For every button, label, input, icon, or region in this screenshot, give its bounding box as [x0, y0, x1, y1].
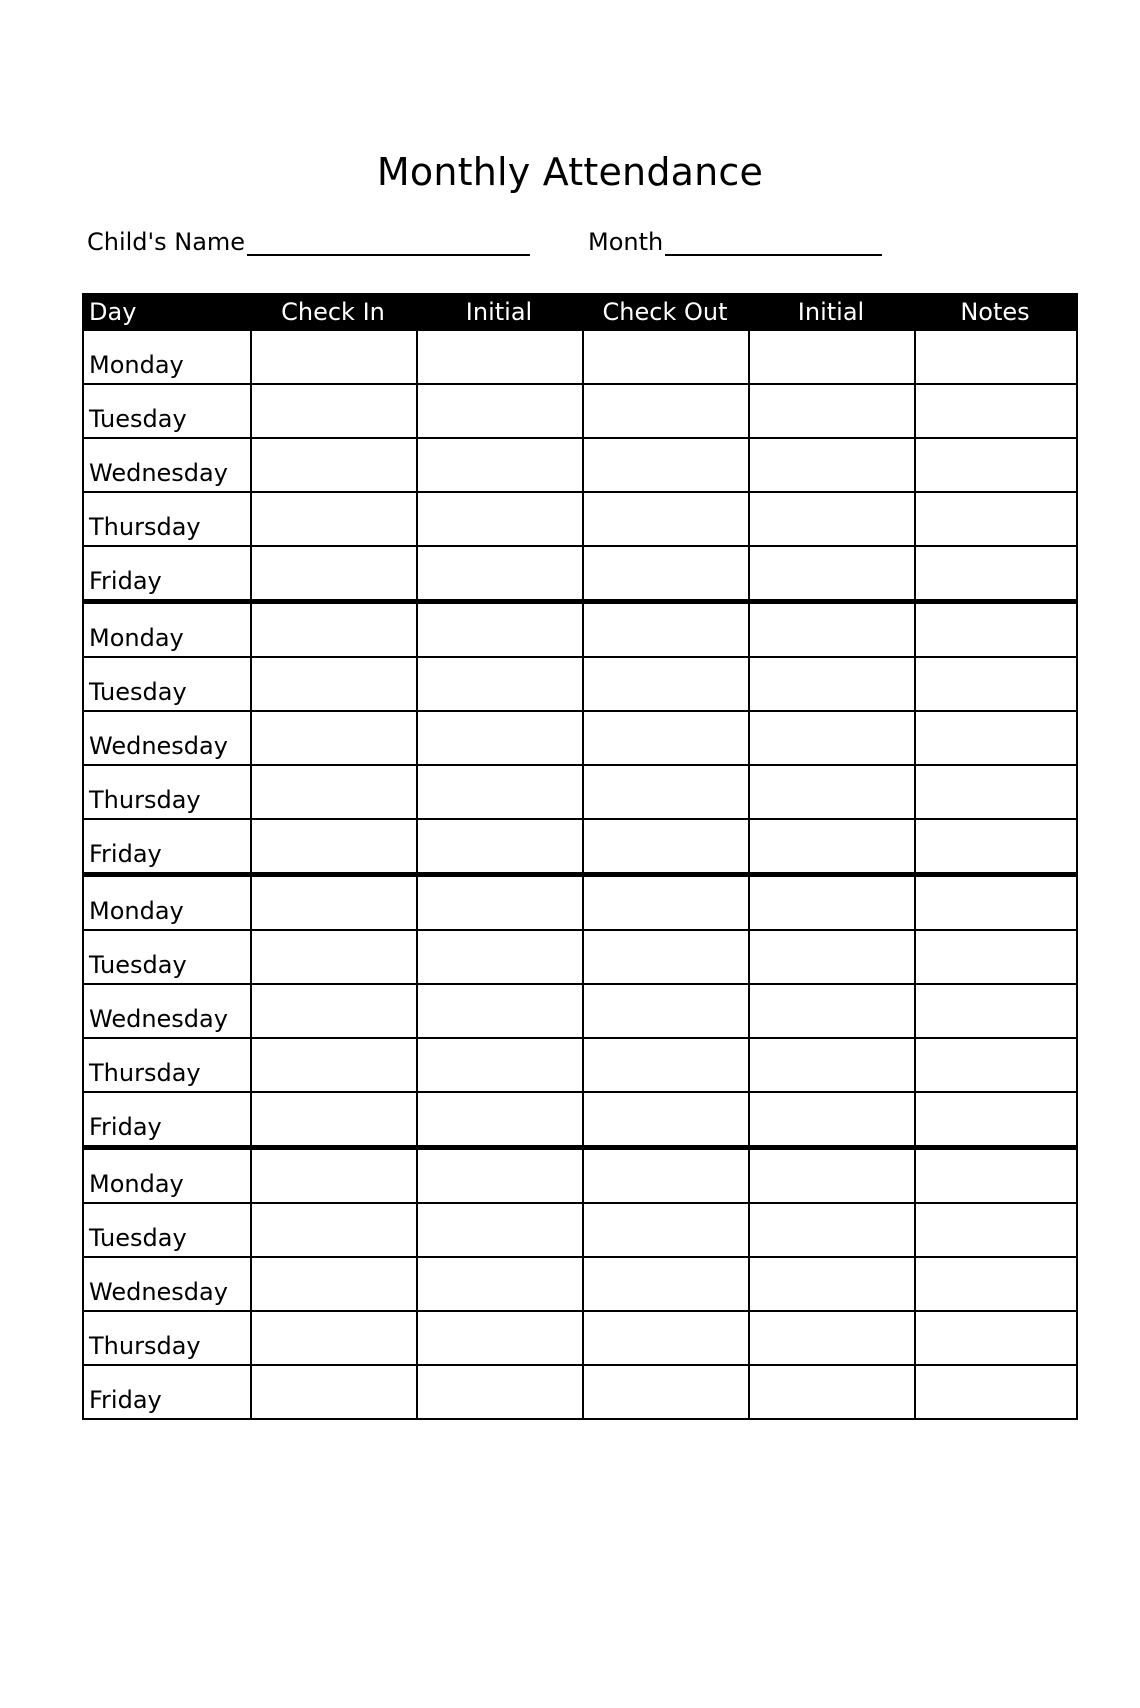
initial-in-cell[interactable] — [416, 493, 582, 545]
week-block — [84, 599, 1076, 872]
day-cell: Thursday — [89, 786, 201, 814]
notes-cell[interactable] — [914, 604, 1076, 656]
day-cell: Friday — [89, 1113, 162, 1141]
check-in-cell[interactable] — [250, 1258, 416, 1310]
check-out-cell[interactable] — [582, 604, 748, 656]
initial-in-cell[interactable] — [416, 1093, 582, 1145]
initial-in-cell[interactable] — [416, 877, 582, 929]
week-block — [84, 329, 1076, 599]
check-out-cell[interactable] — [582, 931, 748, 983]
day-cell: Tuesday — [89, 1224, 187, 1252]
initial-out-cell[interactable] — [748, 1312, 914, 1364]
notes-cell[interactable] — [914, 766, 1076, 818]
initial-out-cell[interactable] — [748, 604, 914, 656]
initial-out-cell[interactable] — [748, 985, 914, 1037]
initial-in-cell[interactable] — [416, 331, 582, 383]
initial-in-cell[interactable] — [416, 439, 582, 491]
check-out-cell[interactable] — [582, 877, 748, 929]
month-label: Month — [588, 228, 664, 256]
check-in-cell[interactable] — [250, 1312, 416, 1364]
table-row — [84, 1091, 1076, 1145]
initial-in-cell[interactable] — [416, 712, 582, 764]
day-cell: Friday — [89, 840, 162, 868]
day-cell: Friday — [89, 567, 162, 595]
check-in-cell[interactable] — [250, 1366, 416, 1418]
table-row — [84, 545, 1076, 599]
check-in-cell[interactable] — [250, 766, 416, 818]
check-in-cell[interactable] — [250, 331, 416, 383]
column-header-check-in: Check In — [281, 298, 385, 326]
check-out-cell[interactable] — [582, 820, 748, 872]
check-in-cell[interactable] — [250, 1039, 416, 1091]
notes-cell[interactable] — [914, 985, 1076, 1037]
day-cell: Friday — [89, 1386, 162, 1414]
check-out-cell[interactable] — [582, 658, 748, 710]
table-row — [84, 983, 1076, 1037]
table-row — [84, 1256, 1076, 1310]
initial-out-cell[interactable] — [748, 766, 914, 818]
day-cell: Tuesday — [89, 678, 187, 706]
initial-in-cell[interactable] — [416, 547, 582, 599]
table-row — [84, 818, 1076, 872]
check-out-cell[interactable] — [582, 766, 748, 818]
check-in-cell[interactable] — [250, 385, 416, 437]
initial-in-cell[interactable] — [416, 1039, 582, 1091]
check-out-cell[interactable] — [582, 493, 748, 545]
day-cell: Thursday — [89, 1059, 201, 1087]
notes-cell[interactable] — [914, 1258, 1076, 1310]
check-in-cell[interactable] — [250, 439, 416, 491]
notes-cell[interactable] — [914, 331, 1076, 383]
initial-in-cell[interactable] — [416, 820, 582, 872]
initial-in-cell[interactable] — [416, 766, 582, 818]
notes-cell[interactable] — [914, 1204, 1076, 1256]
day-cell: Tuesday — [89, 951, 187, 979]
notes-cell[interactable] — [914, 1093, 1076, 1145]
table-row — [84, 877, 1076, 929]
check-in-cell[interactable] — [250, 1093, 416, 1145]
table-row — [84, 604, 1076, 656]
initial-in-cell[interactable] — [416, 1204, 582, 1256]
check-out-cell[interactable] — [582, 331, 748, 383]
weeks-container — [84, 329, 1076, 1418]
table-row — [84, 1202, 1076, 1256]
month-blank[interactable] — [665, 226, 882, 256]
check-out-cell[interactable] — [582, 1366, 748, 1418]
initial-in-cell[interactable] — [416, 931, 582, 983]
initial-out-cell[interactable] — [748, 820, 914, 872]
notes-cell[interactable] — [914, 820, 1076, 872]
header-fields — [87, 226, 1087, 262]
day-cell: Thursday — [89, 1332, 201, 1360]
check-out-cell[interactable] — [582, 1258, 748, 1310]
column-header-day: Day — [89, 298, 137, 326]
notes-cell[interactable] — [914, 1039, 1076, 1091]
column-header-initial-in: Initial — [465, 298, 533, 326]
check-in-cell[interactable] — [250, 547, 416, 599]
check-in-cell[interactable] — [250, 604, 416, 656]
check-in-cell[interactable] — [250, 493, 416, 545]
check-out-cell[interactable] — [582, 547, 748, 599]
child-name-label: Child's Name — [87, 228, 246, 256]
day-cell: Monday — [89, 351, 184, 379]
day-cell: Wednesday — [89, 1005, 228, 1033]
week-block — [84, 1145, 1076, 1418]
attendance-table — [82, 293, 1078, 1420]
notes-cell[interactable] — [914, 493, 1076, 545]
table-row — [84, 710, 1076, 764]
initial-out-cell[interactable] — [748, 1039, 914, 1091]
table-header — [84, 295, 1076, 329]
check-out-cell[interactable] — [582, 439, 748, 491]
child-name-blank[interactable] — [247, 226, 530, 256]
initial-in-cell[interactable] — [416, 385, 582, 437]
table-row — [84, 1150, 1076, 1202]
check-in-cell[interactable] — [250, 931, 416, 983]
initial-out-cell[interactable] — [748, 493, 914, 545]
check-out-cell[interactable] — [582, 1150, 748, 1202]
notes-cell[interactable] — [914, 385, 1076, 437]
check-in-cell[interactable] — [250, 1204, 416, 1256]
table-row — [84, 656, 1076, 710]
column-header-notes: Notes — [960, 298, 1030, 326]
initial-out-cell[interactable] — [748, 931, 914, 983]
notes-cell[interactable] — [914, 547, 1076, 599]
day-cell: Monday — [89, 1170, 184, 1198]
check-in-cell[interactable] — [250, 820, 416, 872]
initial-out-cell[interactable] — [748, 1093, 914, 1145]
initial-out-cell[interactable] — [748, 1150, 914, 1202]
week-block — [84, 872, 1076, 1145]
check-out-cell[interactable] — [582, 712, 748, 764]
day-cell: Tuesday — [89, 405, 187, 433]
initial-out-cell[interactable] — [748, 712, 914, 764]
notes-cell[interactable] — [914, 1150, 1076, 1202]
initial-in-cell[interactable] — [416, 1258, 582, 1310]
day-cell: Wednesday — [89, 459, 228, 487]
initial-in-cell[interactable] — [416, 604, 582, 656]
check-out-cell[interactable] — [582, 385, 748, 437]
notes-cell[interactable] — [914, 712, 1076, 764]
notes-cell[interactable] — [914, 1312, 1076, 1364]
initial-out-cell[interactable] — [748, 877, 914, 929]
initial-out-cell[interactable] — [748, 1258, 914, 1310]
initial-in-cell[interactable] — [416, 1312, 582, 1364]
day-cell: Monday — [89, 897, 184, 925]
initial-out-cell[interactable] — [748, 1366, 914, 1418]
check-out-cell[interactable] — [582, 985, 748, 1037]
check-out-cell[interactable] — [582, 1039, 748, 1091]
check-in-cell[interactable] — [250, 985, 416, 1037]
check-out-cell[interactable] — [582, 1204, 748, 1256]
day-cell: Wednesday — [89, 1278, 228, 1306]
page-title: Monthly Attendance — [376, 150, 764, 194]
initial-out-cell[interactable] — [748, 385, 914, 437]
check-in-cell[interactable] — [250, 877, 416, 929]
initial-out-cell[interactable] — [748, 547, 914, 599]
notes-cell[interactable] — [914, 658, 1076, 710]
table-row — [84, 1310, 1076, 1364]
day-cell: Thursday — [89, 513, 201, 541]
initial-in-cell[interactable] — [416, 1366, 582, 1418]
initial-in-cell[interactable] — [416, 658, 582, 710]
table-row — [84, 331, 1076, 383]
check-out-cell[interactable] — [582, 1312, 748, 1364]
check-in-cell[interactable] — [250, 658, 416, 710]
notes-cell[interactable] — [914, 439, 1076, 491]
check-out-cell[interactable] — [582, 1093, 748, 1145]
column-header-initial-out: Initial — [797, 298, 865, 326]
day-cell: Wednesday — [89, 732, 228, 760]
table-row — [84, 437, 1076, 491]
table-row — [84, 929, 1076, 983]
initial-out-cell[interactable] — [748, 1204, 914, 1256]
table-row — [84, 764, 1076, 818]
notes-cell[interactable] — [914, 931, 1076, 983]
initial-out-cell[interactable] — [748, 439, 914, 491]
table-row — [84, 1037, 1076, 1091]
table-row — [84, 383, 1076, 437]
day-cell: Monday — [89, 624, 184, 652]
table-row — [84, 1364, 1076, 1418]
initial-out-cell[interactable] — [748, 658, 914, 710]
initial-in-cell[interactable] — [416, 985, 582, 1037]
notes-cell[interactable] — [914, 1366, 1076, 1418]
notes-cell[interactable] — [914, 877, 1076, 929]
check-in-cell[interactable] — [250, 1150, 416, 1202]
month-field[interactable] — [588, 226, 882, 256]
initial-out-cell[interactable] — [748, 331, 914, 383]
check-in-cell[interactable] — [250, 712, 416, 764]
column-header-check-out: Check Out — [602, 298, 728, 326]
child-name-field[interactable] — [87, 226, 530, 256]
initial-in-cell[interactable] — [416, 1150, 582, 1202]
table-row — [84, 491, 1076, 545]
